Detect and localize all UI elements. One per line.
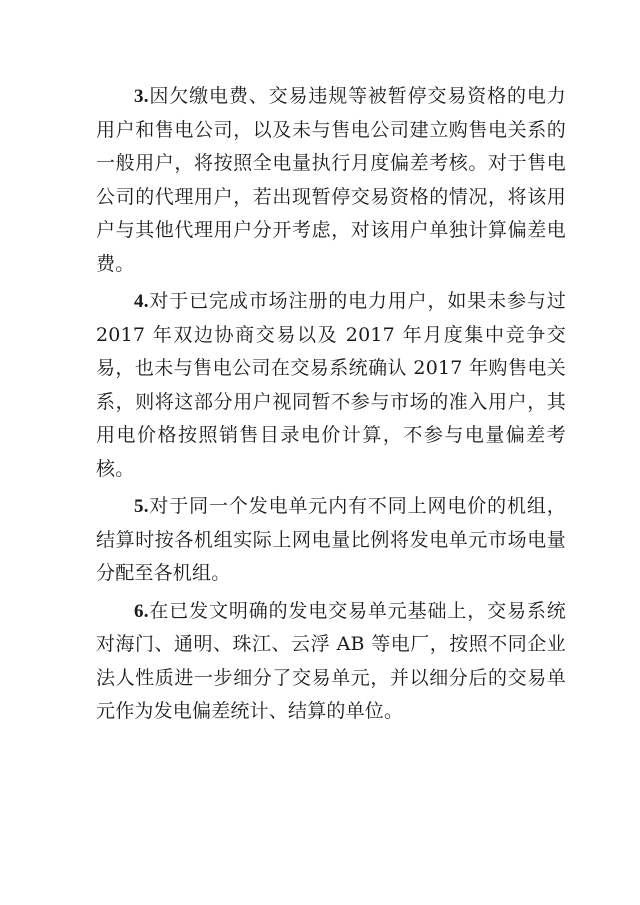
paragraph-3-text: 因欠缴电费、交易违规等被暂停交易资格的电力用户和售电公司，以及未与售电公司建立购售电关系的一般用户，将按照全电量执行月度偏差考核。对于售电公司的代理用户，若出现暂停交易资格的情况，将该用户与其他代理用户分开考虑，对该用户单独计算偏差电费。 <box>96 85 566 275</box>
paragraph-4-text: 对于已完成市场注册的电力用户，如果未参与过 2017 年双边协商交易以及 2017 年月度集中竞争交易，也未与售电公司在交易系统确认 2017 年购售电关系，则将这部分用户视同暂不参与市场的准入用户，其用电价格按照销售目录电价计算，不参与电量偏差考核。 <box>96 290 566 480</box>
paragraph-6-number: 6. <box>134 600 149 622</box>
paragraph-5-text: 对于同一个发电单元内有不同上网电价的机组，结算时按各机组实际上网电量比例将发电单元市场电量分配至各机组。 <box>96 495 566 584</box>
paragraph-3-number: 3. <box>134 86 149 107</box>
document-body <box>96 80 566 733</box>
paragraph-4 <box>96 285 566 486</box>
paragraph-4-number: 4. <box>134 291 149 312</box>
paragraph-5 <box>96 490 566 591</box>
paragraph-5-number: 5. <box>134 496 149 517</box>
paragraph-3 <box>96 80 566 281</box>
paragraph-6-text: 在已发文明确的发电交易单元基础上，交易系统对海门、通明、珠江、云浮 AB 等电厂，按照不同企业法人性质进一步细分了交易单元，并以细分后的交易单元作为发电偏差统计、结算的单位。 <box>96 599 566 722</box>
paragraph-6 <box>96 595 566 729</box>
